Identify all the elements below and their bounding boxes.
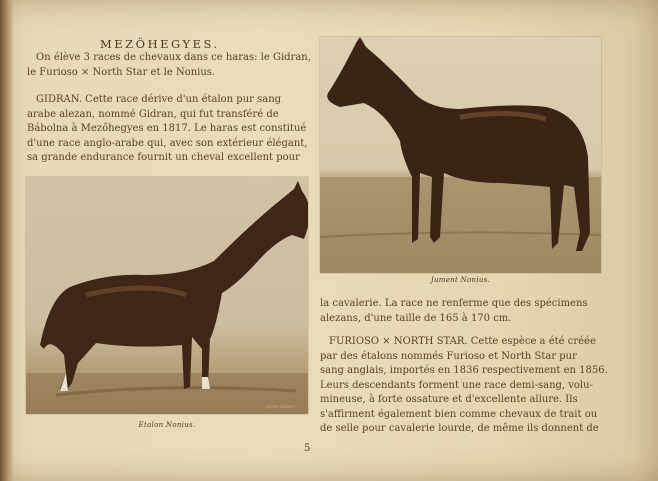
furioso-line: FURIOSO × NORTH STAR. Cette espèce a été créée [329,336,596,347]
furioso-line: de selle pour cavalerie lourde, de même ils donnent de [320,423,599,434]
continuation-line: la cavalerie. La race ne renferme que des spécimens [320,298,588,309]
furioso-line: sang anglais, importés en 1836 respectivement en 1856. [320,365,608,376]
page-number: 5 [304,443,311,454]
gidran-line: arabe alezan, nommé Gidran, qui fut transféré de [27,108,279,120]
intro-line-2-text: le Furioso × North Star et le Nonius. [27,66,216,78]
photo-credit: photo Kélner [266,405,296,410]
stallion-photo [26,177,308,414]
caption-right: Jument Nonius. [430,276,491,284]
gidran-paragraph [27,93,307,166]
continuation-paragraph [320,297,601,326]
horse-illustration [320,37,601,273]
caption-left: Etalon Nonius. [138,421,196,429]
gidran-line: d'une race anglo-arabe qui, avec son extérieur élégant, [27,137,308,149]
intro-paragraph [27,51,311,80]
gidran-line: Bábolna à Mezőhegyes en 1817. Le haras est constitué [27,123,307,134]
furioso-line: mineuse, à forte ossature et d'excellente allure. Ils [320,394,578,405]
page-title: MEZÖHEGYES. [100,37,220,51]
intro-line-1-text: On élève 3 races de chevaux dans ce haras: le Gidran, [36,52,311,63]
furioso-line: s'affirment également bien comme chevaux de trait ou [320,408,598,420]
gidran-line: sa grande endurance fournit un cheval excellent pour [27,152,300,163]
mare-photo [320,37,601,273]
furioso-line: par des étalons nommés Furioso et North Star pur [320,350,577,362]
gidran-line: GIDRAN. Cette race dérive d'un étalon pur sang [36,94,282,105]
intro-line-2 [27,66,307,81]
book-binding [0,0,14,481]
intro-line-1 [27,51,311,66]
furioso-line: Leurs descendants forment une race demi-sang, volu- [320,379,593,391]
horse-illustration [26,177,308,414]
continuation-line: alezans, d'une taille de 165 à 170 cm. [320,312,512,324]
furioso-paragraph [320,335,608,437]
